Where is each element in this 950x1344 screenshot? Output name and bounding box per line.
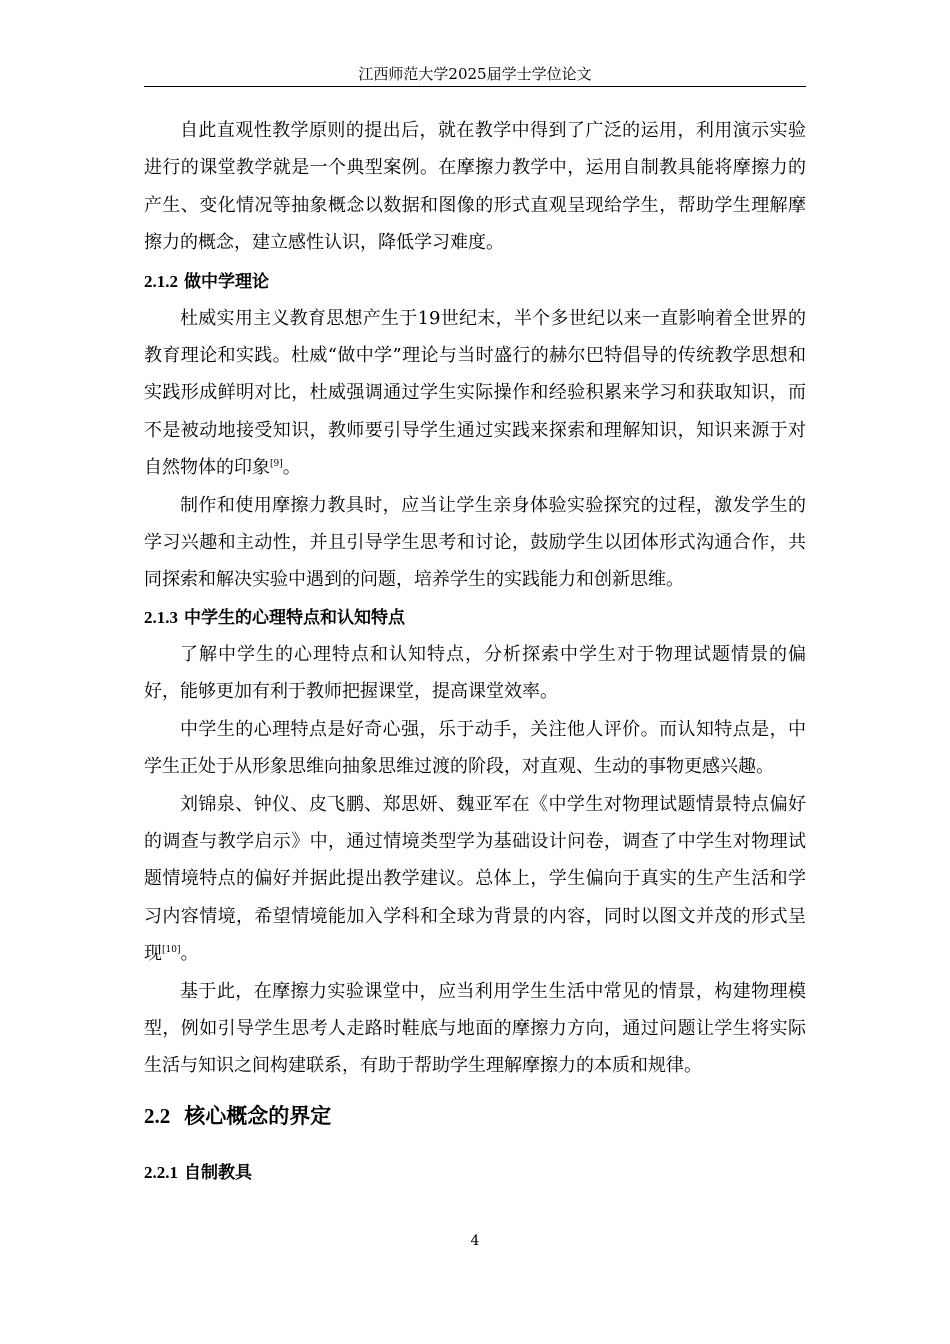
paragraph-text: 刘锦泉、钟仪、皮飞鹏、郑思妍、魏亚军在《中学生对物理试题情景特点偏好的调查与教学启示》中，通过情境类型学为基础设计问卷，调查了中学生对物理试题情境特点的偏好并据此提出教学建议。总体上，学生偏向于真实的生产生活和学习内容情境，希望情境能加入学科和全球为背景的内容，同时以图文并茂的形式呈现 <box>144 793 806 965</box>
section-title: 核心概念的界定 <box>184 1103 332 1128</box>
section-number: 2.1.2 <box>144 271 178 291</box>
paragraph: 制作和使用摩擦力教具时，应当让学生亲身体验实验探究的过程，激发学生的学习兴趣和主动性，并且引导学生思考和讨论，鼓励学生以团体形式沟通合作，共同探索和解决实验中遇到的问题，培养学生的实践能力和创新思维。 <box>144 494 806 591</box>
page-number: 4 <box>470 1233 480 1249</box>
paragraph <box>144 786 806 973</box>
section-heading-2-1-2 <box>144 263 806 300</box>
citation: [10] <box>162 945 181 956</box>
citation: [9] <box>270 459 283 470</box>
section-heading-2-2-1 <box>144 1154 806 1191</box>
section-title: 中学生的心理特点和认知特点 <box>184 607 405 628</box>
section-number: 2.1.3 <box>144 607 178 627</box>
paragraph: 中学生的心理特点是好奇心强，乐于动手，关注他人评价。而认知特点是，中学生正处于从形象思维向抽象思维过渡的阶段，对直观、生动的事物更感兴趣。 <box>144 718 806 778</box>
section-heading-2-1-3 <box>144 599 806 636</box>
section-number: 2.2 <box>144 1103 171 1128</box>
section-heading-2-2 <box>144 1098 806 1134</box>
section-number: 2.2.1 <box>144 1162 178 1182</box>
paragraph: 基于此，在摩擦力实验课堂中，应当利用学生生活中常见的情景，构建物理模型，例如引导学生思考人走路时鞋底与地面的摩擦力方向，通过问题让学生将实际生活与知识之间构建联系，有助于帮助学生理解摩擦力的本质和规律。 <box>144 980 806 1077</box>
page-body <box>144 112 806 1191</box>
paragraph: 了解中学生的心理特点和认知特点，分析探索中学生对于物理试题情景的偏好，能够更加有利于教师把握课堂，提高课堂效率。 <box>144 643 806 703</box>
paragraph: 自此直观性教学原则的提出后，就在教学中得到了广泛的运用，利用演示实验进行的课堂教学就是一个典型案例。在摩擦力教学中，运用自制教具能将摩擦力的产生、变化情况等抽象概念以数据和图像的形式直观呈现给学生，帮助学生理解摩擦力的概念，建立感性认识，降低学习难度。 <box>144 120 806 254</box>
paragraph-end: 。 <box>282 457 301 479</box>
paragraph <box>144 300 806 487</box>
paragraph-end: 。 <box>180 943 199 965</box>
section-title: 自制教具 <box>184 1162 252 1183</box>
section-title: 做中学理论 <box>184 271 269 292</box>
running-header: 江西师范大学2025届学士学位论文 <box>358 65 592 83</box>
paragraph-text: 杜威实用主义教育思想产生于19世纪末，半个多世纪以来一直影响着全世界的教育理论和实践。杜威“做中学”理论与当时盛行的赫尔巴特倡导的传统教学思想和实践形成鲜明对比，杜威强调通过学生实际操作和经验积累来学习和获取知识，而不是被动地接受知识，教师要引导学生通过实践来探索和理解知识，知识来源于对自然物体的印象 <box>144 307 806 479</box>
header-rule <box>144 86 806 87</box>
